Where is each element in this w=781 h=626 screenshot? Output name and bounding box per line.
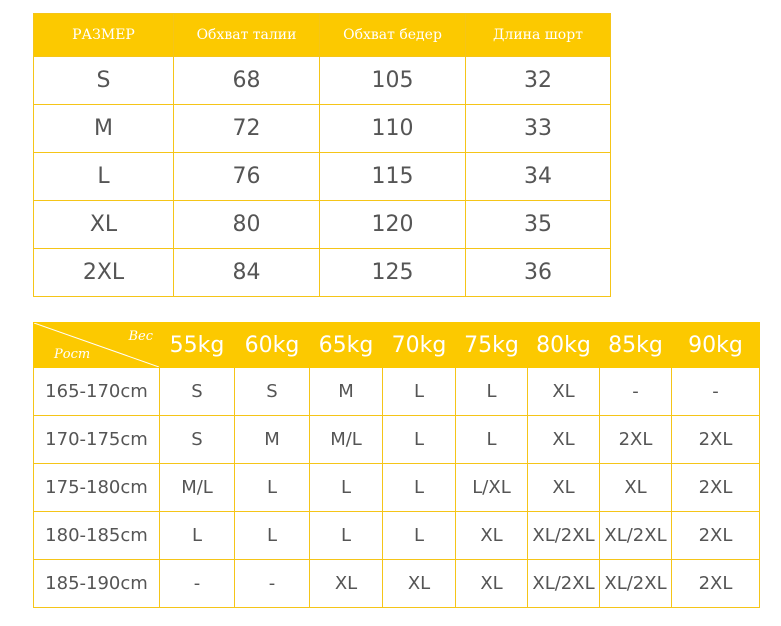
size-measurements-table xyxy=(33,13,611,297)
table-row xyxy=(34,560,760,608)
fit-table-header-row xyxy=(34,323,760,368)
fit-size-cell: L/XL xyxy=(456,464,528,512)
table-row xyxy=(34,464,760,512)
fit-size-cell: XL/2XL xyxy=(528,560,600,608)
table-row xyxy=(34,416,760,464)
fit-size-cell: - xyxy=(600,368,672,416)
fit-size-cell: - xyxy=(672,368,760,416)
fit-size-cell: 2XL xyxy=(600,416,672,464)
fit-size-cell: XL/2XL xyxy=(600,560,672,608)
fit-size-cell: 2XL xyxy=(672,560,760,608)
waist-cell: 76 xyxy=(174,153,320,201)
fit-size-cell: XL xyxy=(456,560,528,608)
fit-size-cell: L xyxy=(310,512,383,560)
fit-size-cell: XL xyxy=(528,368,600,416)
header-waist: Обхват талии xyxy=(174,14,320,57)
fit-size-cell: L xyxy=(383,416,456,464)
fit-size-cell: 2XL xyxy=(672,512,760,560)
fit-size-cell: M/L xyxy=(310,416,383,464)
fit-size-cell: M xyxy=(235,416,310,464)
hips-cell: 105 xyxy=(320,57,466,105)
height-weight-fit-table xyxy=(33,322,760,608)
fit-size-cell: XL xyxy=(528,464,600,512)
weight-header: 80kg xyxy=(528,323,600,368)
length-cell: 32 xyxy=(466,57,611,105)
length-cell: 33 xyxy=(466,105,611,153)
fit-size-cell: L xyxy=(235,512,310,560)
fit-size-cell: L xyxy=(383,464,456,512)
table-row xyxy=(34,105,611,153)
fit-size-cell: XL xyxy=(310,560,383,608)
fit-size-cell: L xyxy=(383,512,456,560)
fit-size-cell: XL xyxy=(383,560,456,608)
weight-header: 75kg xyxy=(456,323,528,368)
table-row xyxy=(34,201,611,249)
fit-size-cell: 2XL xyxy=(672,464,760,512)
waist-cell: 72 xyxy=(174,105,320,153)
fit-size-cell: - xyxy=(160,560,235,608)
fit-size-cell: XL xyxy=(600,464,672,512)
size-cell: XL xyxy=(34,201,174,249)
corner-weight-label: Вес xyxy=(128,329,153,344)
fit-size-cell: L xyxy=(235,464,310,512)
corner-header xyxy=(34,323,160,368)
table-row xyxy=(34,153,611,201)
length-cell: 35 xyxy=(466,201,611,249)
weight-header: 55kg xyxy=(160,323,235,368)
fit-size-cell: M/L xyxy=(160,464,235,512)
fit-size-cell: L xyxy=(160,512,235,560)
fit-size-cell: XL xyxy=(456,512,528,560)
height-cell: 165-170cm xyxy=(34,368,160,416)
length-cell: 34 xyxy=(466,153,611,201)
waist-cell: 84 xyxy=(174,249,320,297)
weight-header: 85kg xyxy=(600,323,672,368)
header-hips: Обхват бедер xyxy=(320,14,466,57)
fit-size-cell: L xyxy=(383,368,456,416)
fit-size-cell: XL/2XL xyxy=(528,512,600,560)
waist-cell: 68 xyxy=(174,57,320,105)
header-size: РАЗМЕР xyxy=(34,14,174,57)
height-cell: 185-190cm xyxy=(34,560,160,608)
weight-header: 90kg xyxy=(672,323,760,368)
size-cell: L xyxy=(34,153,174,201)
weight-header: 65kg xyxy=(310,323,383,368)
size-table-header-row xyxy=(34,14,611,57)
table-row xyxy=(34,57,611,105)
fit-size-cell: - xyxy=(235,560,310,608)
fit-size-cell: XL xyxy=(528,416,600,464)
hips-cell: 115 xyxy=(320,153,466,201)
table-row xyxy=(34,512,760,560)
fit-size-cell: L xyxy=(310,464,383,512)
hips-cell: 120 xyxy=(320,201,466,249)
length-cell: 36 xyxy=(466,249,611,297)
height-cell: 180-185cm xyxy=(34,512,160,560)
hips-cell: 110 xyxy=(320,105,466,153)
table-row xyxy=(34,249,611,297)
fit-size-cell: S xyxy=(235,368,310,416)
size-cell: M xyxy=(34,105,174,153)
fit-size-cell: 2XL xyxy=(672,416,760,464)
height-cell: 175-180cm xyxy=(34,464,160,512)
waist-cell: 80 xyxy=(174,201,320,249)
header-shorts-length: Длина шорт xyxy=(466,14,611,57)
weight-header: 70kg xyxy=(383,323,456,368)
size-cell: S xyxy=(34,57,174,105)
size-cell: 2XL xyxy=(34,249,174,297)
fit-size-cell: S xyxy=(160,416,235,464)
height-cell: 170-175cm xyxy=(34,416,160,464)
fit-size-cell: S xyxy=(160,368,235,416)
corner-height-label: Рост xyxy=(54,347,91,362)
weight-header: 60kg xyxy=(235,323,310,368)
fit-size-cell: XL/2XL xyxy=(600,512,672,560)
fit-size-cell: L xyxy=(456,416,528,464)
fit-size-cell: L xyxy=(456,368,528,416)
table-row xyxy=(34,368,760,416)
hips-cell: 125 xyxy=(320,249,466,297)
fit-size-cell: M xyxy=(310,368,383,416)
